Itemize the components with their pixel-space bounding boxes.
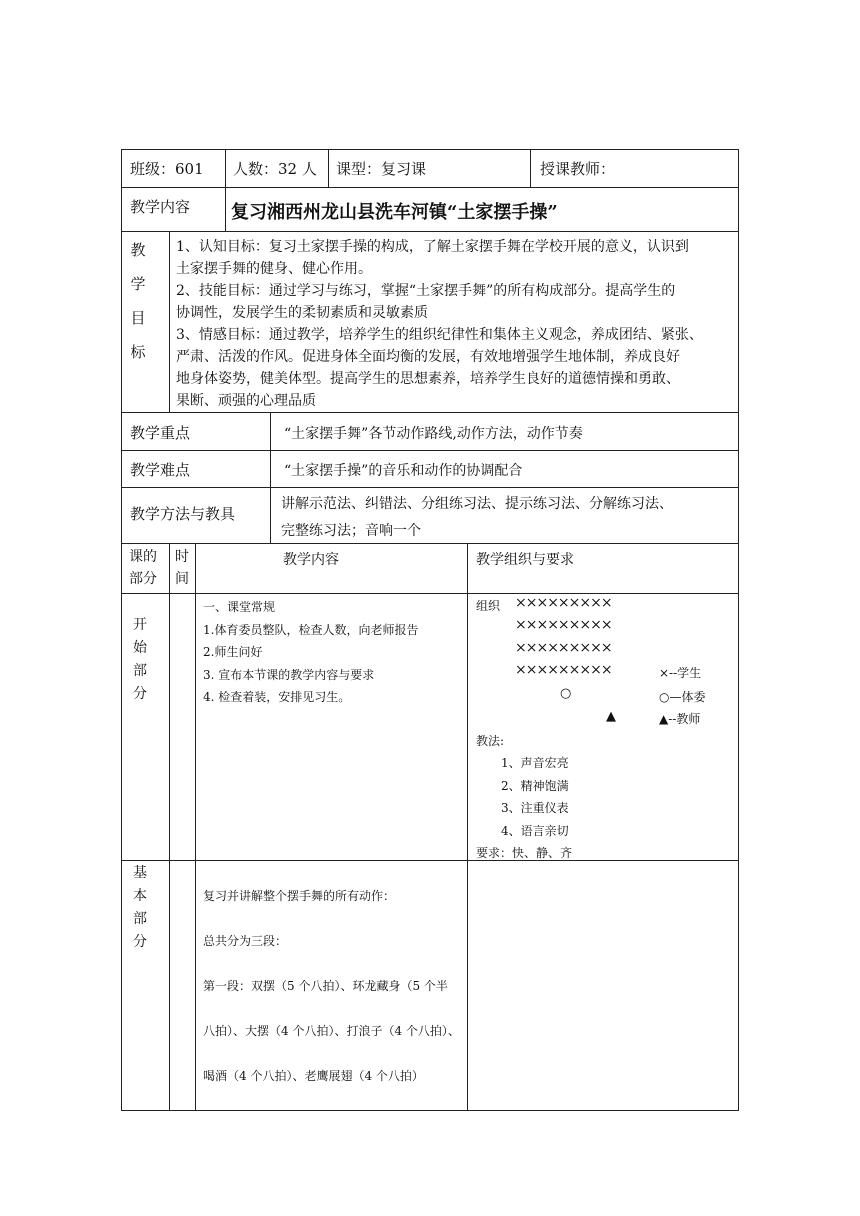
start-label-char: 开 xyxy=(133,617,147,633)
time-header xyxy=(175,546,189,590)
method-label: 教学方法与教具 xyxy=(130,505,236,523)
rule xyxy=(169,231,170,413)
teacher-field: 授课教师： xyxy=(540,160,616,178)
basic-line: 八拍）、大摆（4 个八拍）、打浪子（4 个八拍）、 xyxy=(203,1024,460,1038)
basic-label xyxy=(131,862,149,954)
basic-line: 喝酒（4 个八拍）、老鹰展翅（4 个八拍） xyxy=(203,1069,424,1083)
rule xyxy=(270,412,271,544)
formation-row: ××××××××× xyxy=(515,662,612,678)
goals-label xyxy=(128,237,148,366)
border-top xyxy=(121,149,739,150)
start-item: 3. 宣布本节课的教学内容与要求 xyxy=(203,667,375,682)
goals-line: 严肃、活泼的作风。促进身体全面均衡的发展，有效地增强学生地体制，养成良好 xyxy=(176,349,680,365)
teacher-triangle-icon: ▲ xyxy=(606,709,616,724)
goals-label-char: 学 xyxy=(130,275,146,293)
content-label: 教学内容 xyxy=(130,198,191,216)
org-header: 教学组织与要求 xyxy=(476,552,574,568)
legend-teacher: ▲--教师 xyxy=(659,712,701,726)
time-header-line: 间 xyxy=(175,571,189,587)
basic-label-char: 部 xyxy=(133,911,147,927)
start-item: 1.体育委员整队，检查人数，向老师报告 xyxy=(203,622,419,637)
start-label-char: 始 xyxy=(133,640,147,656)
rule xyxy=(225,149,226,188)
rule xyxy=(121,487,739,488)
method-line: 完整练习法；音响一个 xyxy=(281,523,421,539)
part-header-line: 部分 xyxy=(129,571,157,587)
basic-text xyxy=(203,874,460,1099)
basic-line: 总共分为三段： xyxy=(203,934,288,948)
content-header: 教学内容 xyxy=(283,552,339,568)
lesson-type-field: 课型：复习课 xyxy=(336,160,427,178)
rule xyxy=(121,412,739,413)
focus-value: “土家摆手舞”各节动作路线,动作方法，动作节奏 xyxy=(284,426,583,442)
goals-text xyxy=(176,236,703,412)
start-label-char: 分 xyxy=(133,686,147,702)
method-item: 3、注重仪表 xyxy=(501,801,569,815)
goals-line: 土家摆手舞的健身、健心作用。 xyxy=(176,261,372,277)
org-label: 组织 xyxy=(476,599,501,613)
border-right xyxy=(738,149,739,1111)
start-label xyxy=(131,614,149,706)
goals-label-char: 目 xyxy=(130,309,146,327)
part-header-line: 课的 xyxy=(129,549,157,565)
start-item: 一、课堂常规 xyxy=(203,600,276,614)
difficulty-label: 教学难点 xyxy=(130,461,191,479)
legend-student: ×--学生 xyxy=(659,666,702,680)
method-item: 2、精神饱满 xyxy=(501,778,569,793)
method-value xyxy=(281,491,673,545)
border-left xyxy=(121,149,122,1111)
rule xyxy=(328,149,329,188)
goals-line: 2、技能目标：通过学习与练习，掌握“土家摆手舞”的所有构成部分。提高学生的 xyxy=(176,283,676,299)
requirement-text: 要求：快、静、齐 xyxy=(476,846,573,860)
formation-row: ××××××××× xyxy=(515,617,612,633)
time-header-line: 时 xyxy=(175,549,189,565)
focus-label: 教学重点 xyxy=(130,424,191,442)
basic-line: 复习并讲解整个摆手舞的所有动作： xyxy=(203,889,396,903)
goals-line: 果断、顽强的心理品质 xyxy=(176,393,316,409)
rule xyxy=(121,450,739,451)
start-item: 4. 检查着装，安排见习生。 xyxy=(203,690,351,704)
goals-line: 协调性，发展学生的柔韧素质和灵敏素质 xyxy=(176,305,428,321)
rule xyxy=(169,543,170,1111)
method-list xyxy=(501,752,569,842)
difficulty-value: “土家摆手操”的音乐和动作的协调配合 xyxy=(284,463,523,479)
rule xyxy=(530,149,531,188)
start-items xyxy=(203,596,418,709)
goals-line: 3、情感目标：通过教学，培养学生的组织纪律性和集体主义观念，养成团结、紧张、 xyxy=(176,327,703,343)
basic-label-char: 基 xyxy=(133,865,147,881)
formation-row: ××××××××× xyxy=(515,640,612,656)
basic-label-char: 分 xyxy=(133,934,147,950)
formation-row: ××××××××× xyxy=(515,595,612,611)
class-field: 班级：601 xyxy=(130,160,204,178)
rule xyxy=(121,593,739,594)
monitor-circle-icon: ○ xyxy=(560,686,572,701)
rule xyxy=(195,543,196,1111)
part-header xyxy=(129,546,157,590)
goals-label-char: 标 xyxy=(130,343,146,361)
rule xyxy=(225,187,226,232)
start-item: 2.师生问好 xyxy=(203,645,263,659)
content-title: 复习湘西州龙山县洗车河镇“土家摆手操” xyxy=(231,202,558,223)
rule xyxy=(121,860,739,861)
goals-label-char: 教 xyxy=(130,241,146,259)
student-count-field: 人数：32 人 xyxy=(233,160,317,178)
method-item: 4、语言亲切 xyxy=(501,823,569,838)
border-bottom xyxy=(121,1110,739,1111)
method-line: 讲解示范法、纠错法、分组练习法、提示练习法、分解练习法、 xyxy=(281,496,673,512)
goals-line: 地身体姿势，健美体型。提高学生的思想素养，培养学生良好的道德情操和勇敢、 xyxy=(176,371,680,387)
basic-label-char: 本 xyxy=(133,888,147,904)
rule xyxy=(121,231,739,232)
start-label-char: 部 xyxy=(133,663,147,679)
legend-monitor: ○—体委 xyxy=(659,690,706,704)
rule xyxy=(467,543,468,1111)
goals-line: 1、认知目标：复习土家摆手操的构成，了解土家摆手舞在学校开展的意义，认识到 xyxy=(176,239,689,255)
method-item: 1、声音宏亮 xyxy=(501,756,569,770)
basic-line: 第一段：双摆（5 个八拍）、环龙藏身（5 个半 xyxy=(203,979,448,993)
method-heading: 教法: xyxy=(476,734,505,748)
rule xyxy=(121,187,739,188)
